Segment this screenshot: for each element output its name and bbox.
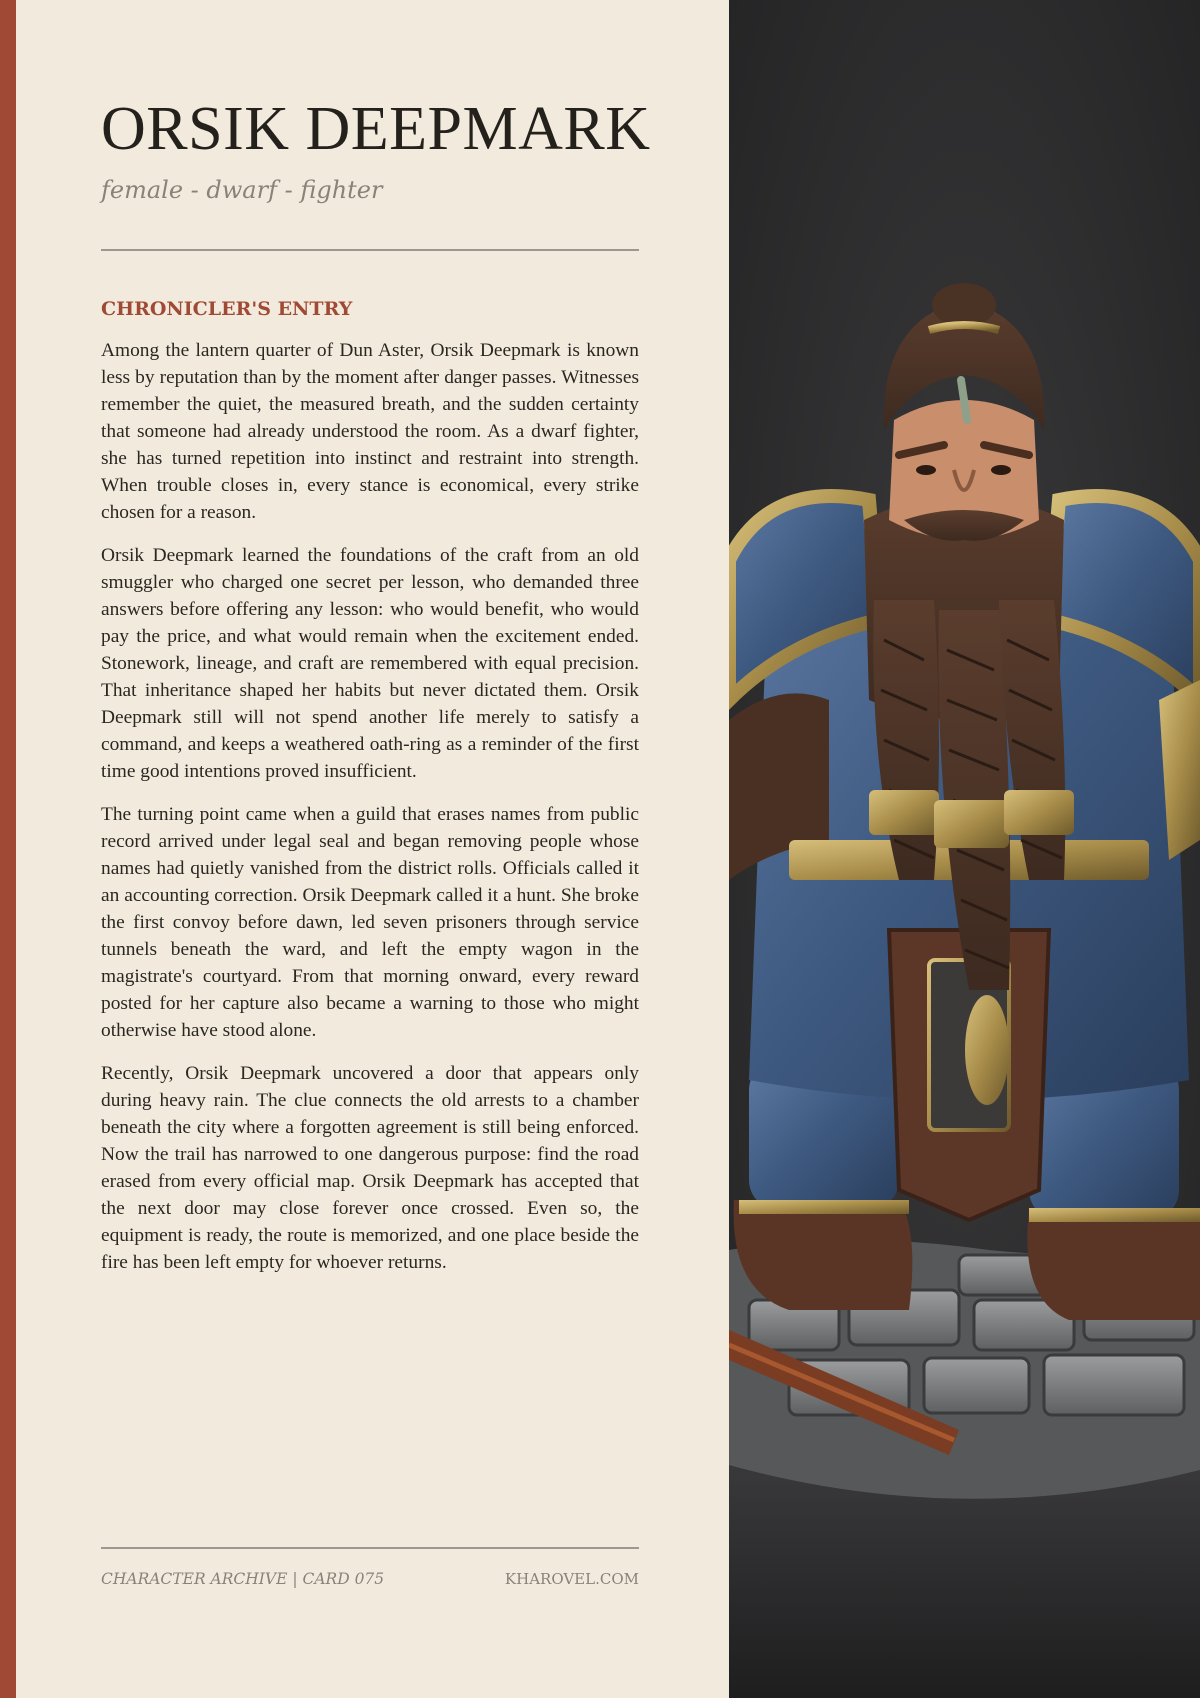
- archive-label: CHARACTER ARCHIVE | CARD 075: [101, 1570, 385, 1588]
- chronicle-paragraph: The turning point came when a guild that erases names from public record arrived under legal seal and began removing people whose names had quietly vanished from the district rolls. Officials called it an accounting correction. Orsik Deepmark called it a hunt. She broke the first convoy before dawn, led seven prisoners through service tunnels beneath the ward, and left the empty wagon in the magistrate's courtyard. From that morning onward, every reward posted for her capture also became a warning to those who might otherwise have stood alone.: [101, 804, 639, 1041]
- header-divider: [101, 249, 639, 251]
- accent-bar: [0, 0, 16, 1698]
- site-link[interactable]: KHAROVEL.COM: [504, 1570, 639, 1588]
- character-text-column: [101, 0, 651, 1698]
- chronicle-body: [101, 337, 639, 1292]
- character-name: ORSIK DEEPMARK: [101, 95, 651, 163]
- miniature-photo: [729, 0, 1200, 1698]
- footer-divider: [101, 1547, 639, 1549]
- dwarf-miniature-illustration: [729, 0, 1200, 1698]
- chronicle-paragraph: Among the lantern quarter of Dun Aster, Orsik Deepmark is known less by reputation than by the moment after danger passes. Witnesses remember the quiet, the measured breath, and the sudden certainty that someone had already understood the room. As a dwarf fighter, she has turned repetition into instinct and restraint into strength. When trouble closes in, every stance is economical, every strike chosen for a reason.: [101, 340, 639, 523]
- feather-pendant: [965, 995, 1009, 1105]
- chronicle-paragraph: Orsik Deepmark learned the foundations of the craft from an old smuggler who charged one secret per lesson, who demanded three answers before offering any lesson: who would benefit, who would pay the price, and what would remain when the excitement ended. Stonework, lineage, and craft are remembered with equal precision. That inheritance shaped her habits but never dictated them. Orsik Deepmark still will not spend another life merely to satisfy a command, and keeps a weathered oath-ring as a reminder of the first time good intentions proved insufficient.: [101, 545, 639, 782]
- character-descriptor: female - dwarf - fighter: [101, 176, 383, 204]
- section-heading: CHRONICLER'S ENTRY: [101, 298, 353, 320]
- chronicle-paragraph: Recently, Orsik Deepmark uncovered a door that appears only during heavy rain. The clue connects the old arrests to a chamber beneath the city where a forgotten agreement is still being enforced. Now the trail has narrowed to one dangerous purpose: find the road erased from every official map. Orsik Deepmark has accepted that the next door may close forever once crossed. Even so, the equipment is ready, the route is memorized, and one place beside the fire has been left empty for whoever returns.: [101, 1063, 639, 1273]
